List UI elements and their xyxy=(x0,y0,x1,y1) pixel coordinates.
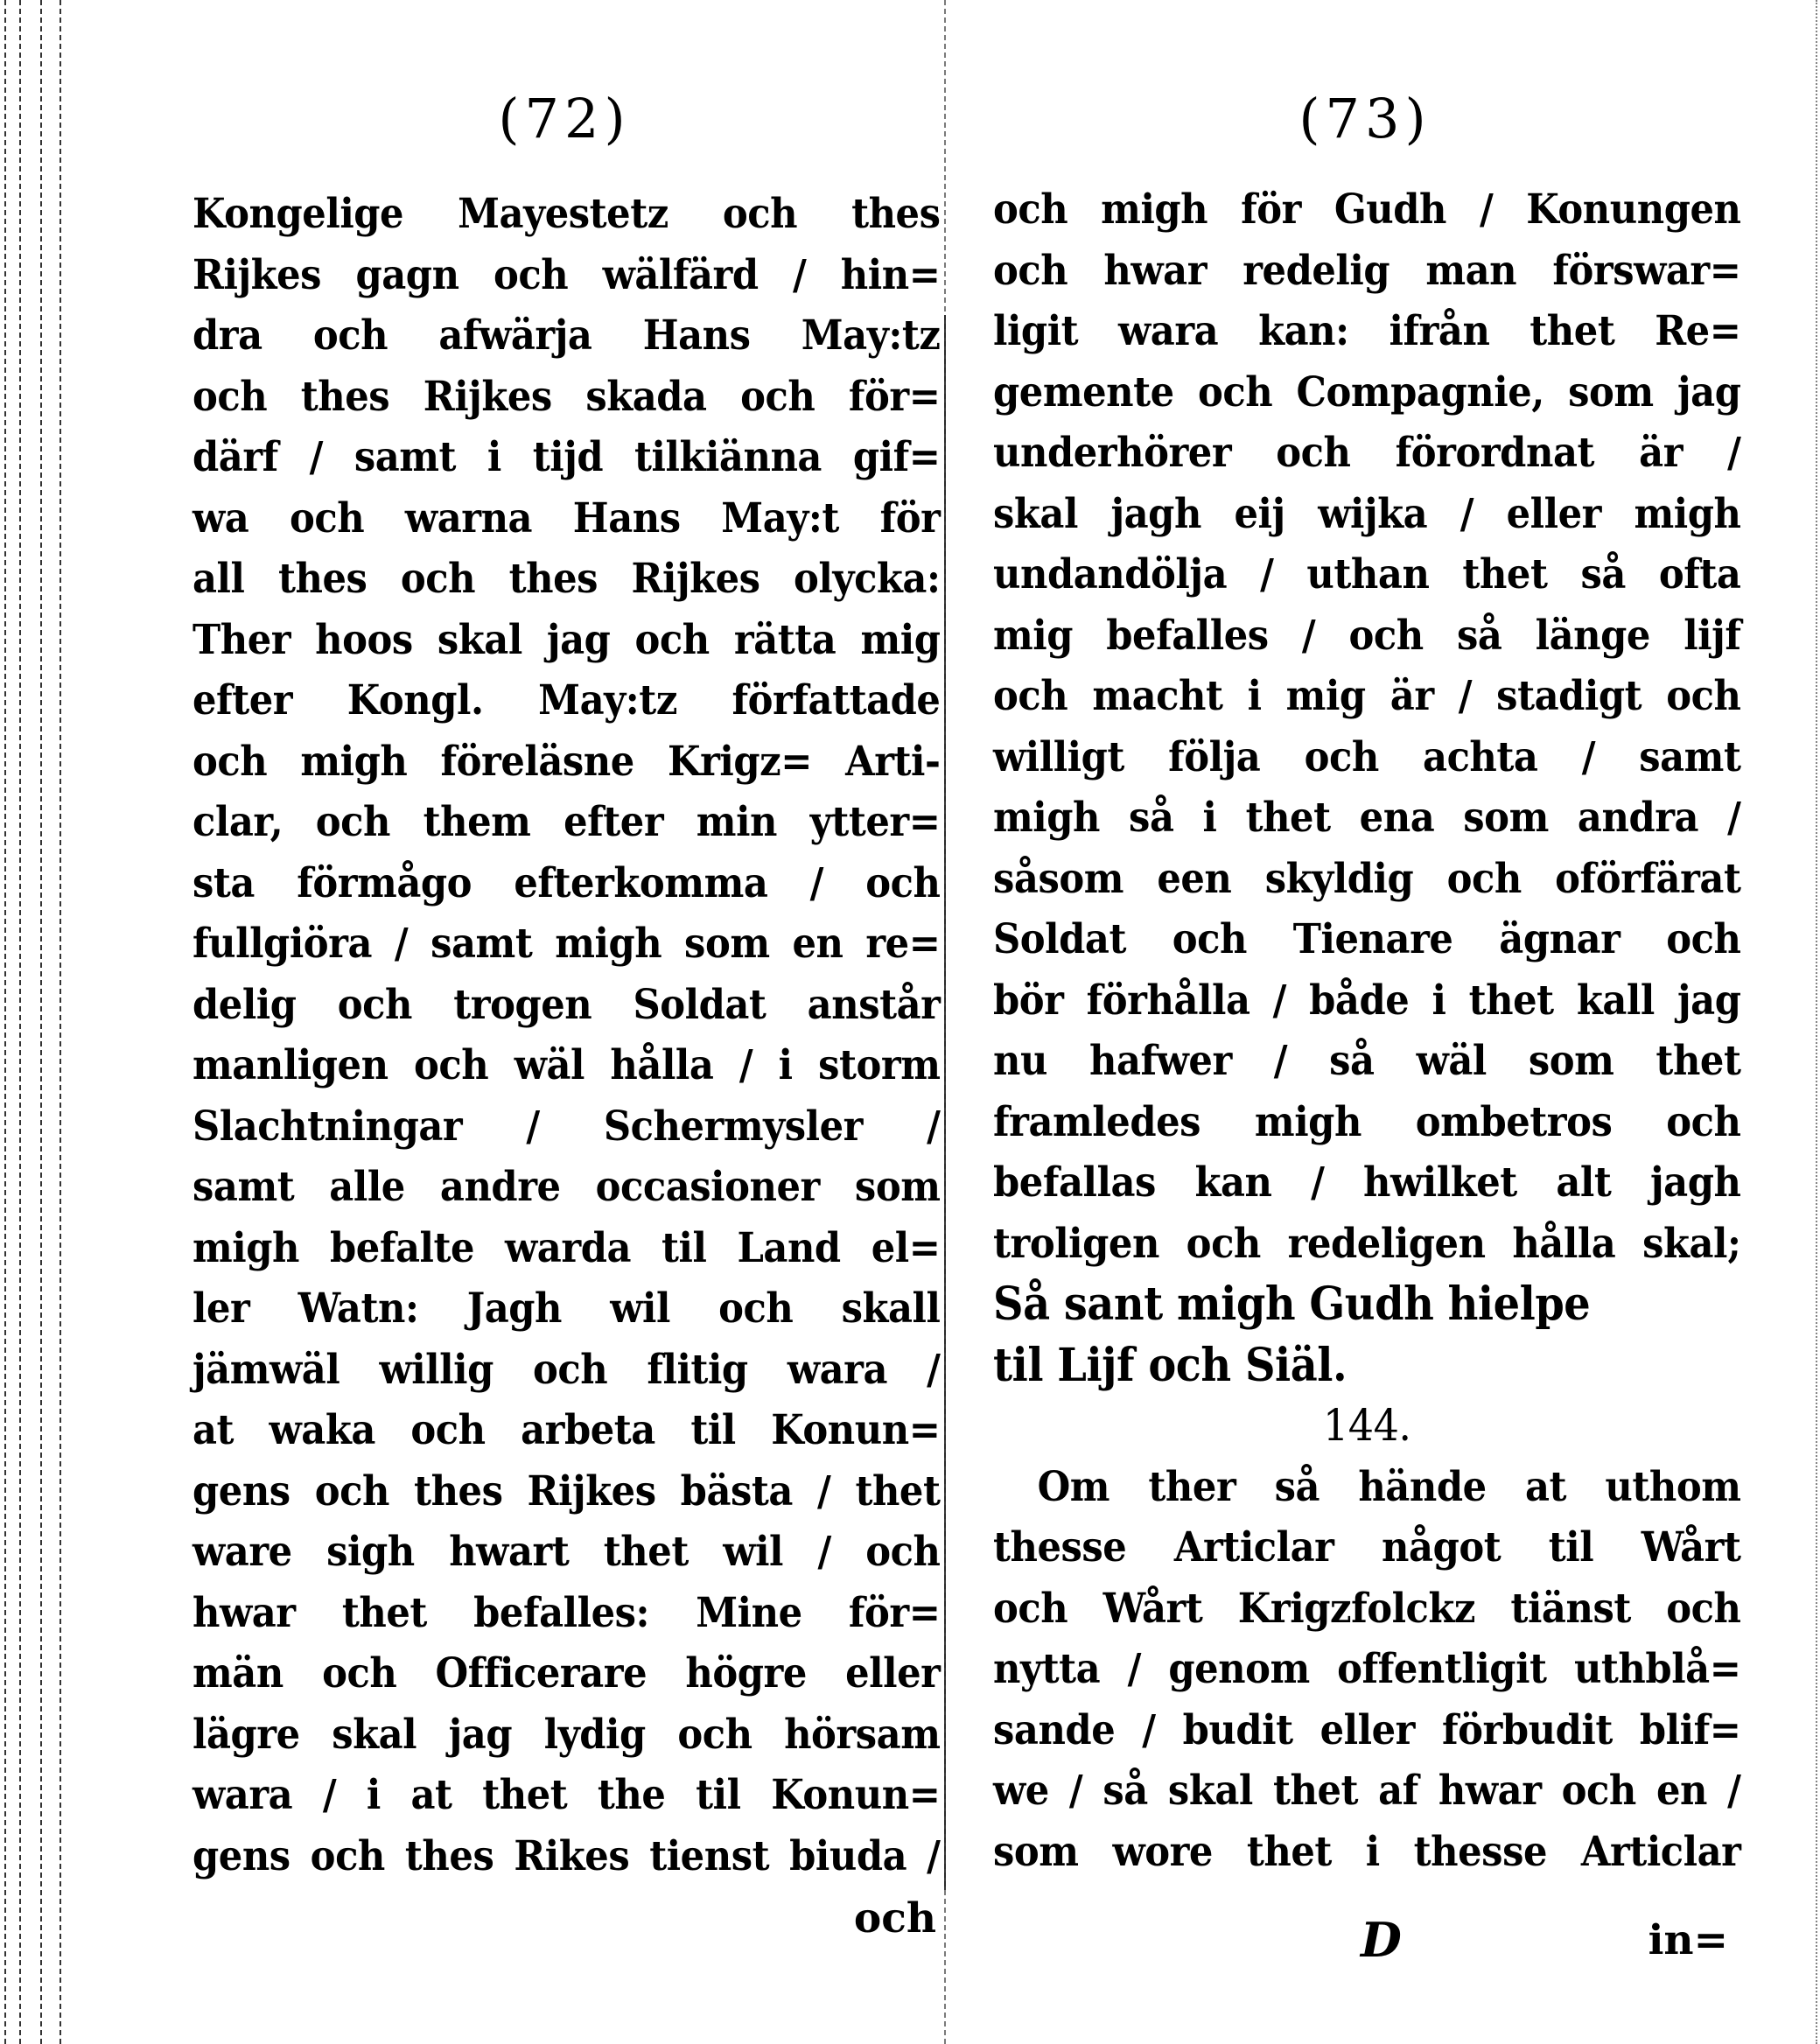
article-number: 144. xyxy=(1322,1400,1411,1451)
signature-mark: D xyxy=(1361,1912,1402,1968)
page-number: (72) xyxy=(498,87,631,150)
text-line: fullgiöra / samt migh som en re= xyxy=(192,920,941,968)
edge-line xyxy=(60,0,61,2044)
text-line: Soldat och Tienare ägnar och xyxy=(993,915,1741,963)
scan-edge-artifacts xyxy=(0,0,70,2044)
text-line: underhörer och förordnat är / xyxy=(993,429,1741,477)
text-line: framledes migh ombetros och xyxy=(993,1097,1741,1146)
text-line: Rijkes gagn och wälfärd / hin= xyxy=(192,250,941,299)
text-line: och migh föreläsne Krigz= Arti- xyxy=(192,737,941,786)
text-line: nytta / genom offentligit uthblå= xyxy=(993,1645,1741,1693)
right-page-edge xyxy=(1816,0,1817,2044)
text-line: ware sigh hwart thet wil / och xyxy=(192,1528,941,1576)
text-line: jämwäl willig och flitig wara / xyxy=(192,1345,941,1394)
text-line: som wore thet i thesse Articlar xyxy=(993,1827,1741,1876)
text-line: skal jagh eij wijka / eller migh xyxy=(993,489,1741,538)
text-line: all thes och thes Rijkes olycka: xyxy=(192,555,941,603)
text-line: migh så i thet ena som andra / xyxy=(993,794,1741,842)
text-line: troligen och redeligen hålla skal; xyxy=(993,1219,1741,1268)
text-line: lägre skal jag lydig och hörsam xyxy=(192,1710,941,1759)
text-line: samt alle andre occasioner som xyxy=(192,1163,941,1211)
text-line: manligen och wäl hålla / i storm xyxy=(192,1041,941,1089)
text-line: och migh för Gudh / Konungen xyxy=(993,186,1741,234)
text-line: och hwar redelig man förswar= xyxy=(993,246,1741,295)
text-line: Slachtningar / Schermysler / xyxy=(192,1102,941,1151)
text-line: Så sant migh Gudh hielpe xyxy=(993,1278,1591,1331)
text-line: we / så skal thet af hwar och en / xyxy=(993,1767,1741,1815)
text-line: efter Kongl. May:tz författade xyxy=(192,676,941,724)
text-line: gens och thes Rikes tienst biuda / xyxy=(192,1831,941,1880)
text-line: willigt följa och achta / samt xyxy=(993,732,1741,781)
text-line: Kongelige Mayestetz och thes xyxy=(192,190,941,238)
text-line: såsom een skyldig och oförfärat xyxy=(993,854,1741,903)
text-line: ler Watn: Jagh wil och skall xyxy=(192,1284,941,1333)
text-line: befallas kan / hwilket alt jagh xyxy=(993,1158,1741,1207)
text-line: och thes Rijkes skada och för= xyxy=(192,372,941,421)
text-line: clar, och them efter min ytter= xyxy=(192,798,941,846)
text-line: hwar thet befalles: Mine för= xyxy=(192,1588,941,1637)
text-line: därf / samt i tijd tilkiänna gif= xyxy=(192,433,941,481)
edge-line xyxy=(19,0,21,2044)
text-line: ligit wara kan: ifrån thet Re= xyxy=(993,307,1741,355)
text-line: Om ther så hände at uthom xyxy=(1037,1462,1741,1511)
text-line: mig befalles / och så länge lijf xyxy=(993,611,1741,660)
text-line: och macht i mig är / stadigt och xyxy=(993,672,1741,720)
text-line: at waka och arbeta til Konun= xyxy=(192,1406,941,1454)
text-line: gens och thes Rijkes bästa / thet xyxy=(192,1466,941,1516)
catchword: och xyxy=(853,1894,936,1942)
text-line: sande / budit eller förbudit blif= xyxy=(993,1705,1741,1754)
text-line: bör förhålla / både i thet kall jag xyxy=(993,976,1741,1025)
text-line: migh befalte warda til Land el= xyxy=(192,1223,941,1272)
right-page xyxy=(984,0,1746,2044)
text-line: til Lijf och Siäl. xyxy=(993,1338,1348,1392)
text-line: sta förmågo efterkomma / och xyxy=(192,858,941,907)
body-text xyxy=(192,184,945,1886)
text-line: wara / i at thet the til Konun= xyxy=(192,1771,941,1819)
text-line: gemente och Compagnie, som jag xyxy=(993,368,1741,416)
catchword: in= xyxy=(1648,1916,1728,1964)
left-page xyxy=(184,0,945,2044)
body-text xyxy=(993,179,1746,1882)
edge-line xyxy=(4,0,6,2044)
text-line: nu hafwer / så wäl som thet xyxy=(993,1037,1741,1085)
text-line: delig och trogen Soldat anstår xyxy=(192,980,941,1029)
text-line: dra och afwärja Hans May:tz xyxy=(192,312,941,360)
text-line: män och Officerare högre eller xyxy=(192,1649,941,1698)
edge-line xyxy=(40,0,42,2044)
text-line: thesse Articlar något til Wårt xyxy=(993,1523,1741,1572)
text-line: undandölja / uthan thet så ofta xyxy=(993,550,1741,598)
text-line: och Wårt Krigzfolckz tiänst och xyxy=(993,1584,1741,1633)
text-line: wa och warna Hans May:t för xyxy=(192,494,941,542)
text-line: Ther hoos skal jag och rätta mig xyxy=(192,615,941,664)
page-number: (73) xyxy=(1298,87,1432,150)
